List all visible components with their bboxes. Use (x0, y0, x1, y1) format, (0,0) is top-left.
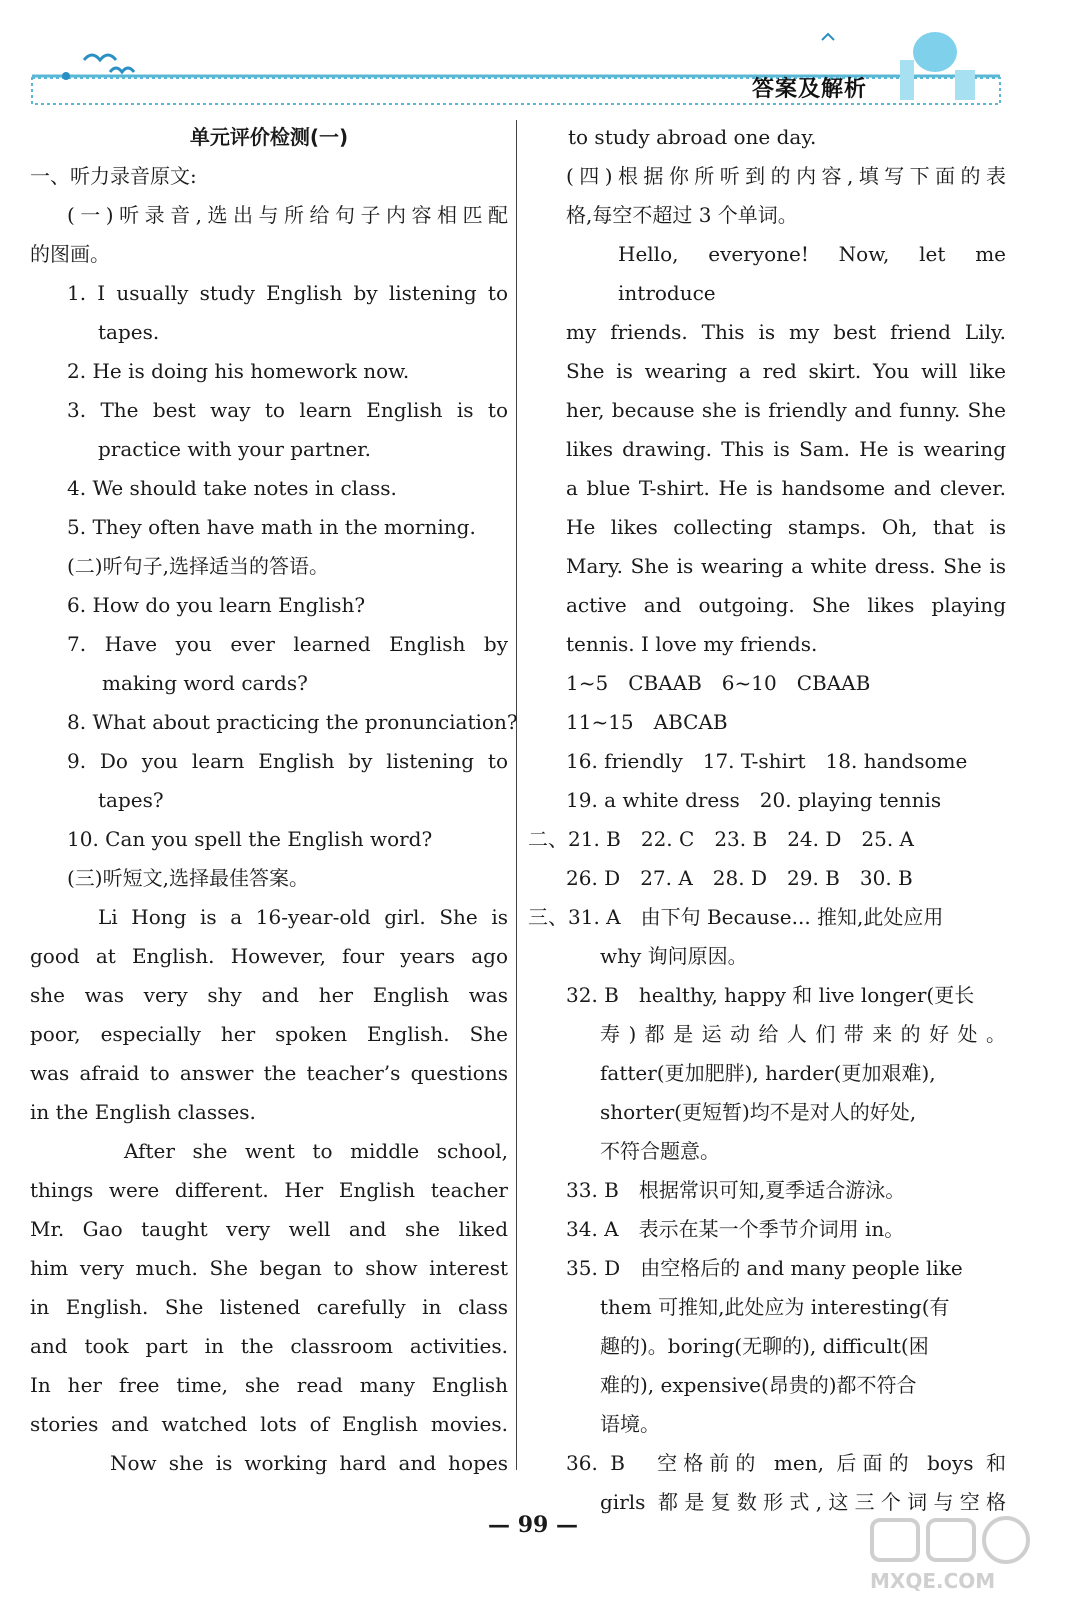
sub3-heading: (三)听短文,选择最佳答案。 (67, 866, 309, 890)
question-1: 1. I usually study English by listening to (67, 281, 508, 305)
explanation-32: 32. B healthy, happy 和 live longer(更长 (566, 983, 975, 1007)
watermark-box (928, 1520, 974, 1560)
passage-line: After she went to middle school, (124, 1139, 508, 1163)
question-9: 9. Do you learn English by listening to (67, 749, 508, 773)
building-icon (900, 60, 914, 100)
text-line: her, because she is friendly and funny. She (566, 398, 1006, 422)
text-line: likes drawing. This is Sam. He is wearing (566, 437, 1006, 461)
text-line: tennis. I love my friends. (566, 632, 818, 656)
sub1-heading-cont: 的图画。 (30, 242, 110, 266)
explanation-35-cont: 趣的)。boring(无聊的), difficult(困 (600, 1334, 929, 1358)
passage-line: to study abroad one day. (568, 125, 817, 149)
text-line: Mary. She is wearing a white dress. She is (566, 554, 1006, 578)
star-icon (822, 34, 834, 40)
bird-icon (84, 55, 116, 60)
left-column (30, 118, 518, 1483)
text-line: active and outgoing. She likes playing (566, 593, 1006, 617)
question-7: 7. Have you ever learned English by (67, 632, 508, 656)
question-8: 8. What about practicing the pronunciation? (67, 710, 518, 734)
explanation-35: 35. D 由空格后的 and many people like (566, 1256, 963, 1280)
part1-heading: 一、听力录音原文: (30, 164, 197, 188)
explanation-36: 36. B 空格前的 men, 后面的 boys 和 (566, 1451, 1006, 1475)
explanation-31: 三、31. A 由下句 Because... 推知,此处应用 (528, 905, 944, 929)
passage-line: in English. She listened carefully in class (30, 1295, 508, 1319)
explanation-32-cont: shorter(更短暂)均不是对人的好处, (600, 1100, 917, 1124)
question-1-cont: tapes. (98, 320, 160, 344)
question-3: 3. The best way to learn English is to (67, 398, 508, 422)
answer-line: 1~5 CBAAB 6~10 CBAAB (566, 671, 871, 695)
passage-line: Li Hong is a 16-year-old girl. She is (98, 905, 508, 929)
answer-line: 11~15 ABCAB (566, 710, 728, 734)
explanation-35-cont: them 可推知,此处应为 interesting(有 (600, 1295, 950, 1319)
question-6: 6. How do you learn English? (67, 593, 366, 617)
passage-line: she was very shy and her English was (30, 983, 508, 1007)
globe-icon (913, 32, 957, 72)
column-divider (516, 120, 517, 1470)
section-title: 单元评价检测(一) (189, 125, 349, 149)
answer-line: 二、21. B 22. C 23. B 24. D 25. A (528, 827, 914, 851)
passage-line: In her free time, she read many English (30, 1373, 508, 1397)
answer-line: 16. friendly 17. T-shirt 18. handsome (566, 749, 968, 773)
explanation-32-cont: fatter(更加肥胖), harder(更加艰难), (600, 1061, 936, 1085)
sub1-heading: (一)听录音,选出与所给句子内容相匹配 (67, 203, 508, 227)
header-decoration (0, 0, 1066, 118)
text-line: a blue T-shirt. He is handsome and clever. (566, 476, 1006, 500)
answer-line: 19. a white dress 20. playing tennis (566, 788, 942, 812)
explanation-33: 33. B 根据常识可知,夏季适合游泳。 (566, 1178, 906, 1202)
passage-line: things were different. Her English teacher (30, 1178, 508, 1202)
watermark-text: MXQE.COM (870, 1569, 996, 1593)
explanation-32-cont: 不符合题意。 (600, 1139, 720, 1163)
text-line: She is wearing a red skirt. You will like (566, 359, 1006, 383)
passage-line: poor, especially her spoken English. She (30, 1022, 508, 1046)
explanation-36-cont: girls 都是复数形式,这三个词与空格 (600, 1490, 1006, 1514)
explanation-34: 34. A 表示在某一个季节介词用 in。 (566, 1217, 905, 1241)
passage-line: him very much. She began to show interest (30, 1256, 508, 1280)
sub4-heading-cont: 格,每空不超过 3 个单词。 (566, 203, 798, 227)
passage-line: was afraid to answer the teacher’s questions (30, 1061, 508, 1085)
header-title: 答案及解析 (752, 77, 868, 102)
explanation-32-cont: 寿)都是运动给人们带来的好处。 (600, 1022, 1006, 1046)
answer-line: 26. D 27. A 28. D 29. B 30. B (566, 866, 913, 890)
question-5: 5. They often have math in the morning. (67, 515, 476, 539)
text-line: my friends. This is my best friend Lily. (566, 320, 1006, 344)
explanation-35-cont: 语境。 (600, 1412, 660, 1436)
explanation-31-cont: why 询问原因。 (600, 944, 748, 968)
passage-line: Now she is working hard and hopes (110, 1451, 508, 1475)
page-number: — 99 — (488, 1512, 578, 1538)
passage-line: and took part in the classroom activities. (30, 1334, 508, 1358)
passage-line: Mr. Gao taught very well and she liked (30, 1217, 508, 1241)
question-9-cont: tapes? (98, 788, 164, 812)
text-line: Hello, everyone! Now, let me introduce (618, 242, 1006, 305)
page-header (0, 0, 1066, 118)
passage-line: good at English. However, four years ago (30, 944, 508, 968)
header-dot (62, 72, 70, 80)
question-10: 10. Can you spell the English word? (67, 827, 433, 851)
question-4: 4. We should take notes in class. (67, 476, 397, 500)
watermark-logo (868, 1516, 1048, 1594)
question-7-cont: making word cards? (102, 671, 308, 695)
question-3-cont: practice with your partner. (98, 437, 372, 461)
text-line: He likes collecting stamps. Oh, that is (566, 515, 1006, 539)
question-2: 2. He is doing his homework now. (67, 359, 410, 383)
sub4-heading: (四)根据你所听到的内容,填写下面的表 (566, 164, 1006, 188)
bird-icon-small (110, 68, 134, 72)
building-icon-2 (955, 70, 975, 100)
passage-line: in the English classes. (30, 1100, 256, 1124)
sub2-heading: (二)听句子,选择适当的答语。 (67, 554, 329, 578)
passage-line: stories and watched lots of English movies. (30, 1412, 508, 1436)
right-column (528, 118, 1006, 1522)
explanation-35-cont: 难的), expensive(昂贵的)都不符合 (600, 1373, 917, 1397)
watermark-circle (984, 1518, 1028, 1562)
watermark-box (872, 1520, 918, 1560)
